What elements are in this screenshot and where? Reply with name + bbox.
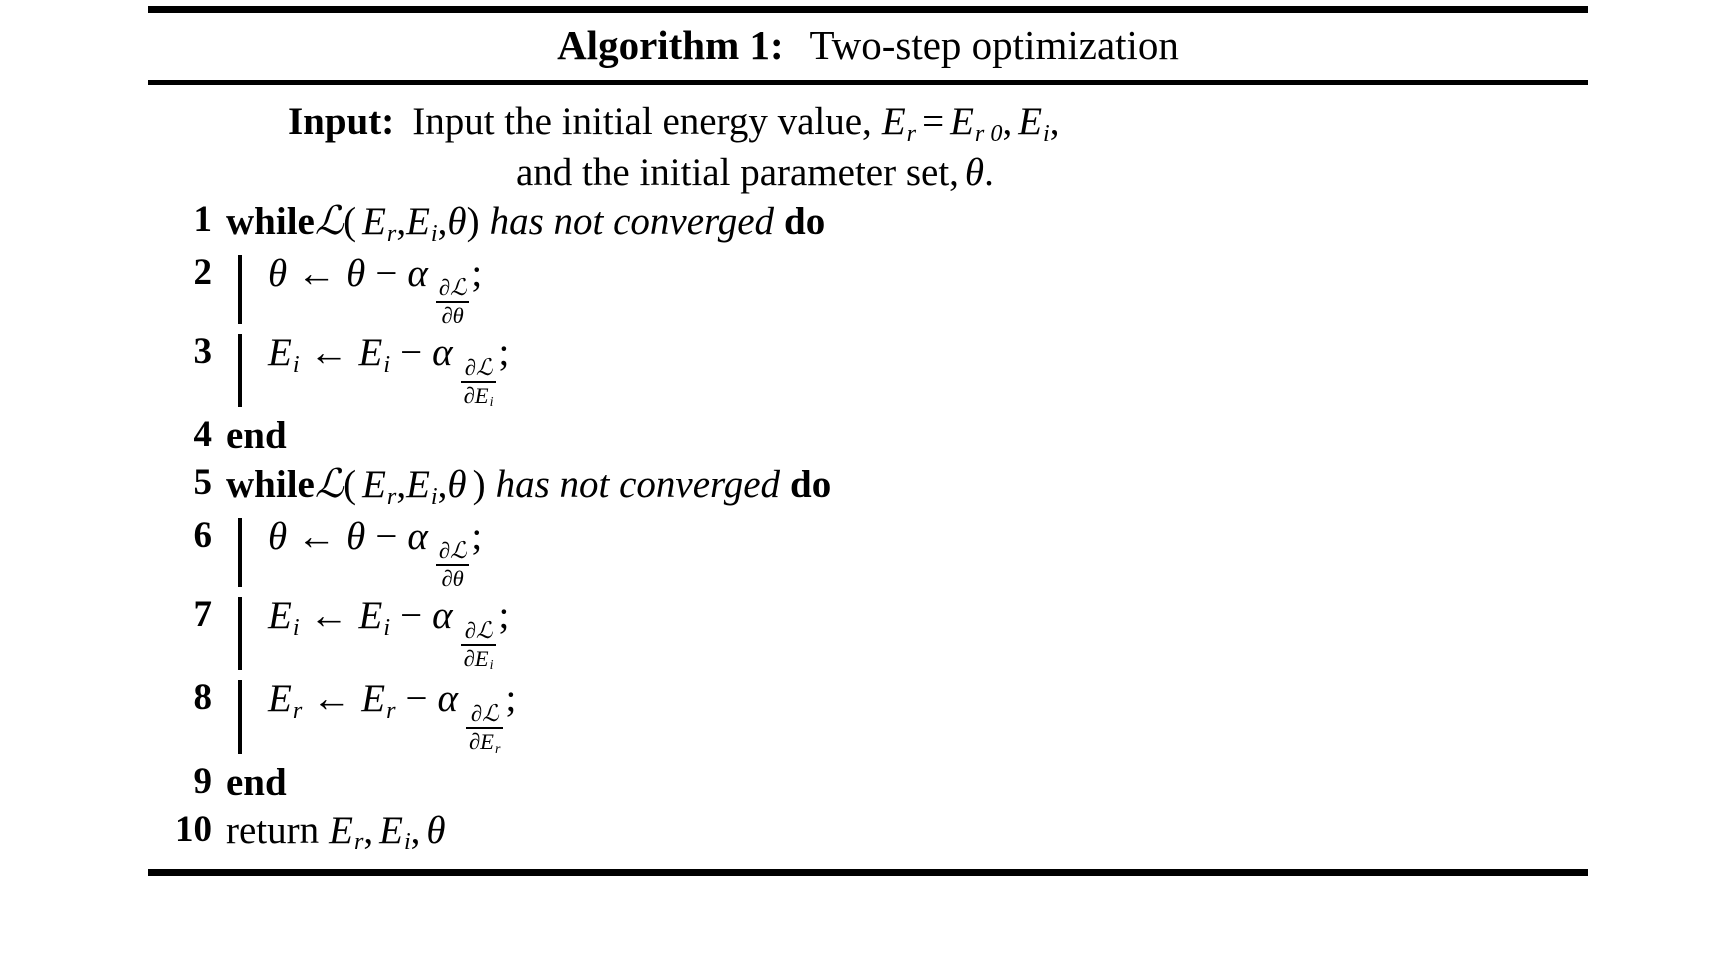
symbol-theta: θ [447,463,467,507]
symbol-loss-L: ℒ [314,199,344,244]
symbol-loss-L: ℒ [314,462,344,507]
line-number: 3 [193,331,212,373]
algorithm-title: Two-step optimization [809,22,1179,68]
loop-bar [238,334,242,407]
fraction-dL-dEr [466,701,503,758]
symbol-semicolon: ; [471,251,483,295]
algorithm-label: Algorithm 1: [557,22,784,68]
fraction-dL-dtheta [436,538,470,591]
symbol-loss-L: ℒ [475,353,493,380]
rule-top [148,6,1588,13]
algorithm-line-6 [148,514,1588,591]
symbol-partial: ∂ [438,538,451,564]
algorithm-line-5 [148,461,1588,511]
algorithm-line-9 [148,760,1588,806]
symbol-E: E [329,808,353,852]
loop-bar [238,680,242,753]
symbol-E: E [406,463,430,507]
keyword-end: end [226,760,287,804]
symbol-loss-L: ℒ [475,616,493,643]
symbol-partial: ∂ [463,645,475,671]
symbol-sub-i: i [383,613,391,641]
text-has-not-converged: has not converged [489,200,775,244]
line-number: 9 [193,760,212,802]
symbol-semicolon: ; [471,514,483,558]
symbol-E: E [268,677,292,721]
symbol-E: E [268,331,292,375]
loop-bar [238,597,242,670]
line-5-content [226,461,1588,511]
input-text-2: and the initial parameter set, [516,151,959,195]
line-1-content [226,198,1588,248]
symbol-assign: ← [297,514,337,558]
symbol-theta: θ [447,200,467,244]
symbol-sub-r: r [386,220,397,248]
symbol-sub-r: r [292,697,303,725]
input-line-2 [148,150,1588,196]
line-number: 8 [193,677,212,719]
symbol-theta: θ [426,808,446,852]
symbol-E: E [362,463,386,507]
symbol-semicolon: ; [498,594,510,638]
symbol-alpha: α [432,331,453,375]
line-9-content [226,760,1588,806]
symbol-E: E [480,728,494,754]
symbol-theta: θ [346,514,366,558]
input-line-1-content [226,99,1588,148]
symbol-equals: = [922,100,945,143]
input-label: Input: [288,100,395,143]
symbol-semicolon: ; [498,331,510,375]
symbol-assign: ← [297,251,337,295]
algorithm-body [148,85,1588,869]
line-10-content [226,808,1588,857]
line-number: 1 [193,199,212,241]
symbol-loss-L: ℒ [450,274,467,301]
fraction-dL-dtheta [436,275,470,328]
symbol-partial: ∂ [463,382,475,408]
symbol-partial: ∂ [464,354,476,380]
symbol-E: E [406,200,430,244]
symbol-E: E [474,645,489,671]
symbol-partial: ∂ [441,303,453,329]
keyword-return: return [226,808,320,852]
algorithm-block [148,6,1588,876]
symbol-alpha: α [437,677,458,721]
input-line-2-content [226,150,1588,196]
line-number: 4 [193,414,212,456]
symbol-partial: ∂ [438,275,451,301]
keyword-do: do [790,463,832,507]
symbol-theta: θ [346,251,366,295]
symbol-comma: , [1002,100,1013,143]
line-4-content [226,413,1588,459]
symbol-E: E [881,100,906,143]
line-number: 2 [193,251,212,293]
line-7-content: $E_i$ ← $E_i - \alpha$ $\frac{\text{∂ℒ}}{\partial E_i}$ ; [268,594,510,674]
symbol-sub-r: r [353,828,364,856]
fraction-dL-dEi [461,355,497,412]
symbol-sub-i: i [430,483,438,511]
keyword-end: end [226,414,287,458]
input-text-1: Input the initial energy value, [412,100,872,143]
fraction-dL-dEi [461,618,497,675]
symbol-sub-r: r [906,119,917,147]
symbol-E: E [358,594,383,638]
symbol-sub-i: i [430,220,438,248]
line-3-content: $E_i$ ← $E_i - \alpha$ $\frac{\text{∂ℒ}}{\partial E_i}$ ; [268,331,510,411]
symbol-sub-i: i [489,395,494,411]
symbol-rparen: ) [466,200,480,244]
loop-bar [238,518,242,587]
text-has-not-converged: has not converged [495,463,781,507]
symbol-sub-i: i [292,350,300,378]
symbol-comma: , [437,463,448,507]
symbol-sub-i: i [489,658,494,674]
line-number: 10 [175,808,212,850]
symbol-E: E [361,677,386,721]
symbol-comma: , [410,808,421,852]
symbol-E: E [474,382,489,408]
algorithm-line-8 [148,676,1588,757]
symbol-alpha: α [432,594,453,638]
line-6-content: θ ← θ − α $\frac{\text{∂ℒ}}{\partial\theta}$ ; [268,514,483,592]
algorithm-line-7 [148,593,1588,674]
symbol-comma: , [363,808,374,852]
symbol-sub-r: r [386,697,396,725]
symbol-comma: , [396,200,407,244]
symbol-sub-i: i [403,828,411,856]
symbol-theta: θ [268,514,288,558]
symbol-theta: θ [964,151,985,195]
line-number: 6 [193,514,212,556]
symbol-semicolon: ; [505,677,517,721]
line-number: 5 [193,462,212,504]
symbol-comma: , [396,463,407,507]
symbol-assign: ← [309,594,349,638]
symbol-assign: ← [309,331,349,375]
algorithm-line-2 [148,251,1588,328]
symbol-alpha: α [407,251,428,295]
symbol-partial: ∂ [470,700,483,726]
symbol-rparen: ) [472,463,486,507]
symbol-E: E [950,100,974,143]
symbol-sub-i: i [383,350,391,378]
symbol-E: E [1018,100,1043,143]
symbol-partial: ∂ [441,566,453,592]
algorithm-line-1 [148,198,1588,248]
algorithm-caption [148,13,1588,80]
symbol-theta: θ [452,303,464,329]
symbol-theta: θ [268,251,288,295]
keyword-while: while [226,463,315,507]
algorithm-line-4 [148,413,1588,459]
symbol-E: E [362,200,386,244]
symbol-partial: ∂ [468,728,481,754]
line-8-content: $E_r$ ← $E_r - \alpha$ $\frac{\text{∂ℒ}}{\partial E_r}$ ; [268,677,517,757]
symbol-lparen: ( [343,463,357,507]
symbol-E: E [268,594,292,638]
symbol-alpha: α [407,514,428,558]
symbol-E: E [358,331,383,375]
symbol-sub-i: i [292,613,300,641]
algorithm-line-3 [148,330,1588,411]
symbol-assign: ← [312,677,352,721]
symbol-sub-r: r [494,741,501,757]
line-number: 7 [193,594,212,636]
symbol-E: E [379,808,403,852]
symbol-partial: ∂ [464,617,476,643]
symbol-period: . [984,151,994,195]
keyword-while: while [226,200,315,244]
input-line-1 [148,99,1588,148]
symbol-comma: , [437,200,448,244]
loop-bar [238,255,242,324]
symbol-sub-r: r [386,483,397,511]
symbol-sub-r0: r 0 [974,119,1003,147]
symbol-sub-i: i [1043,119,1050,147]
symbol-loss-L: ℒ [450,537,467,564]
line-2-content: θ ← θ − α $\frac{\text{∂ℒ}}{\partial\theta}$ ; [268,251,483,329]
algorithm-line-10 [148,808,1588,857]
symbol-theta: θ [452,566,464,592]
symbol-lparen: ( [343,200,357,244]
symbol-comma: , [1049,100,1060,143]
rule-bottom [148,869,1588,876]
symbol-loss-L: ℒ [482,699,499,726]
keyword-do: do [784,200,826,244]
